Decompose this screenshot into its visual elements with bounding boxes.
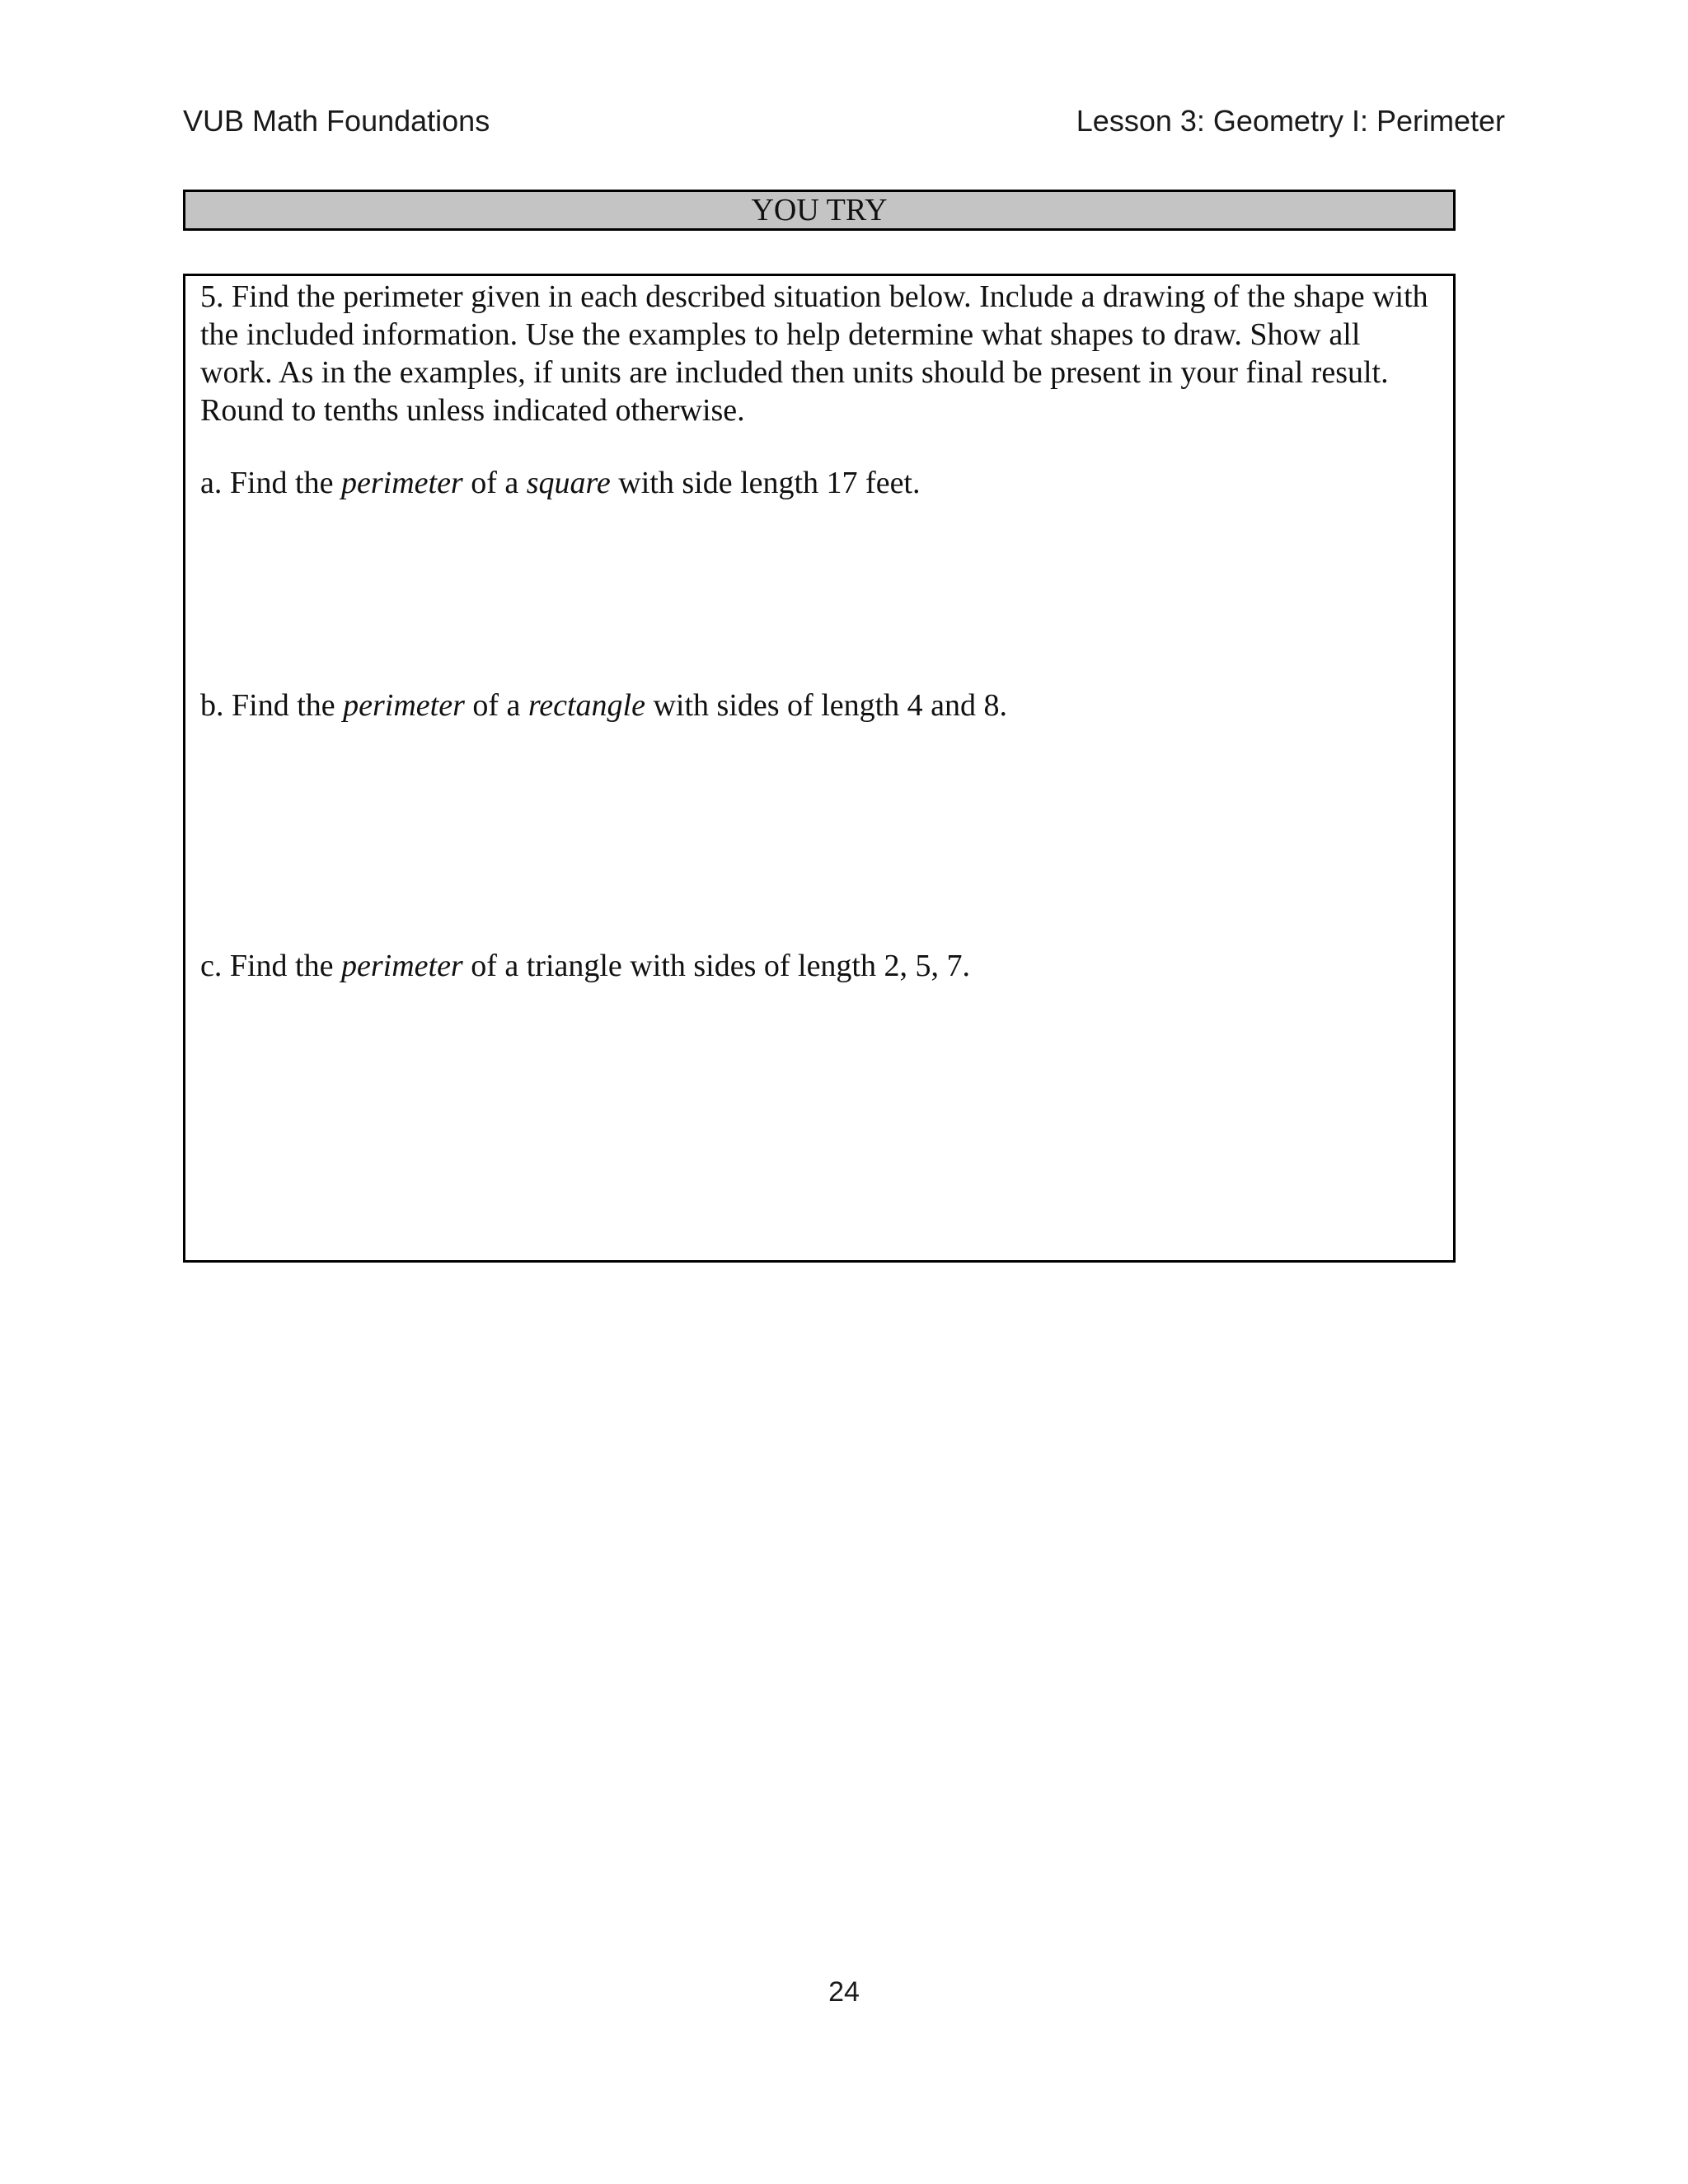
exercise-part-c [200, 947, 1437, 985]
banner-title: YOU TRY [751, 193, 888, 227]
you-try-banner [183, 190, 1456, 231]
exercise-box [183, 274, 1456, 1263]
part-b-middle: of a [464, 688, 528, 723]
part-a-suffix: with side length 17 feet. [610, 466, 921, 500]
part-c-term: perimeter [340, 949, 463, 983]
part-a-prefix: a. Find the [200, 466, 341, 500]
course-title: VUB Math Foundations [183, 104, 490, 138]
exercise-instructions [200, 276, 1437, 429]
part-b-term: perimeter [343, 688, 465, 723]
part-b-suffix: with sides of length 4 and 8. [645, 688, 1008, 723]
part-c-prefix: c. Find the [200, 949, 341, 983]
lesson-title: Lesson 3: Geometry I: Perimeter [1076, 104, 1505, 138]
exercise-part-a [200, 464, 1437, 502]
part-a-term: perimeter [340, 466, 463, 500]
running-header [183, 102, 1505, 140]
page-number: 24 [828, 1976, 860, 2008]
part-c-suffix: of a triangle with sides of length 2, 5, 7. [462, 949, 970, 983]
part-a-middle: of a [462, 466, 527, 500]
instructions-text: 5. Find the perimeter given in each described situation below. Include a drawing of the shape with the included information. Use the examples to help determine what shapes to draw. Show all work. As in the examples, if units are included then units should be present in your final result. Round to tenths unless indicated otherwise. [200, 279, 1428, 428]
part-b-shape: rectangle [528, 688, 645, 723]
part-a-shape: square [526, 466, 611, 500]
part-b-prefix: b. Find the [200, 688, 344, 723]
exercise-part-b [200, 687, 1437, 724]
